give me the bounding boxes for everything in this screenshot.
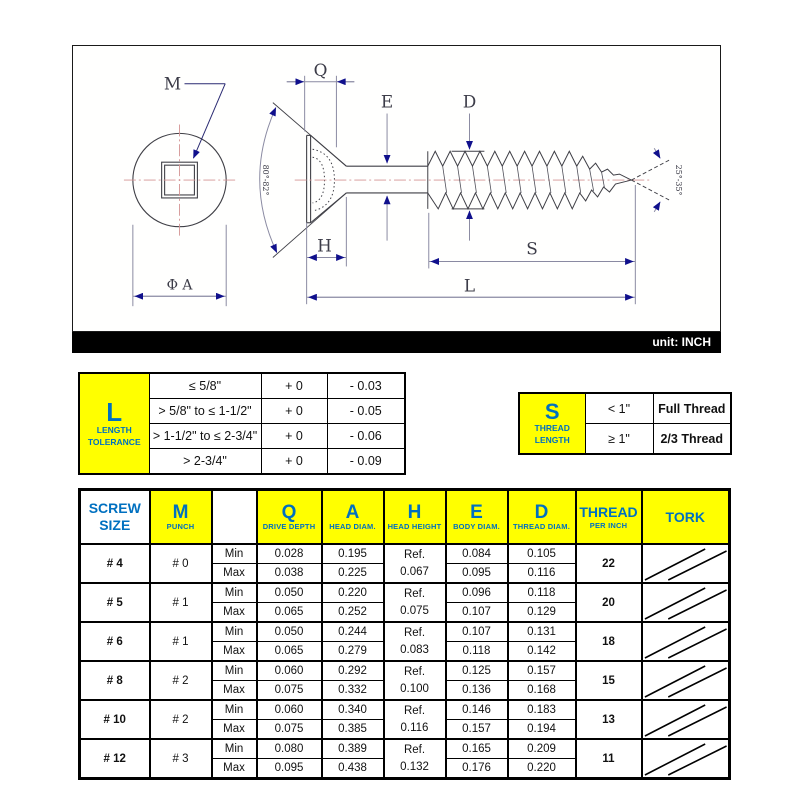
e-min-cell: 0.125 [446,661,508,681]
d-max-cell: 0.129 [508,603,576,623]
q-min-cell: 0.050 [257,583,322,603]
ref-label: Ref. [403,704,426,717]
ref-label: Ref. [403,626,426,639]
a-min-cell: 0.292 [322,661,384,681]
q-min-cell: 0.080 [257,739,322,759]
min-label-cell: Min [212,700,257,720]
min-label-cell: Min [212,583,257,603]
thread-per-inch-cell: 18 [576,622,642,661]
s-title-line2: LENGTH [534,434,570,445]
l-title-line2: TOLERANCE [87,436,141,447]
punch-cell: # 1 [150,583,212,622]
max-label-cell: Max [212,564,257,584]
screw-size-cell: # 10 [80,700,150,739]
l-plus: + 0 [261,424,327,449]
total-length-label: L [463,275,476,296]
s-symbol: S [544,399,560,425]
thread-per-inch-cell: 22 [576,544,642,583]
s-value: 2/3 Thread [653,424,731,455]
unit-bar [72,332,721,353]
head-height-cell [384,544,446,583]
thread-length-table [518,392,732,455]
screw-size-cell: # 8 [80,661,150,700]
head-height-cell [384,700,446,739]
tork-diagonal-lines [643,625,729,659]
h-value: 0.083 [400,643,429,656]
thread-length-row [519,393,731,424]
e-max-cell: 0.107 [446,603,508,623]
header-thread-diam: D THREAD DIAM. [508,490,576,545]
header-head-height: H HEAD HEIGHT [384,490,446,545]
q-min-cell: 0.060 [257,700,322,720]
q-min-cell: 0.050 [257,622,322,642]
screw-size-cell: # 5 [80,583,150,622]
l-range: > 1-1/2" to ≤ 2-3/4" [149,424,261,449]
length-tolerance-table [78,372,406,475]
d-min-cell: 0.131 [508,622,576,642]
e-max-cell: 0.136 [446,681,508,701]
min-label-cell: Min [212,661,257,681]
point-angle-label: 25°-35° [674,164,684,196]
head-diam-dimension [133,225,226,306]
tork-diagonal-lines [643,664,729,698]
l-symbol: L [106,397,123,428]
ref-label: Ref. [403,743,426,756]
a-max-cell: 0.252 [322,603,384,623]
length-tolerance-header [79,373,149,474]
a-min-cell: 0.244 [322,622,384,642]
length-tolerance-row [79,373,405,399]
d-max-cell: 0.168 [508,681,576,701]
d-max-cell: 0.220 [508,759,576,779]
l-minus: - 0.05 [327,399,405,424]
thread-diam-label: D [462,91,477,112]
e-min-cell: 0.146 [446,700,508,720]
min-label-cell: Min [212,622,257,642]
drive-depth-label: Q [313,59,328,80]
q-max-cell: 0.065 [257,642,322,662]
max-label-cell: Max [212,759,257,779]
spec-row-min [80,622,730,642]
tork-cell [642,739,730,779]
punch-cell: # 0 [150,544,212,583]
e-max-cell: 0.176 [446,759,508,779]
d-min-cell: 0.118 [508,583,576,603]
l-range: > 5/8" to ≤ 1-1/2" [149,399,261,424]
header-punch: M PUNCH [150,490,212,545]
header-body-diam: E BODY DIAM. [446,490,508,545]
header-screw-size: SCREW SIZE [80,490,150,545]
spec-row-min [80,739,730,759]
thread-per-inch-cell: 13 [576,700,642,739]
s-range: ≥ 1" [585,424,653,455]
l-plus: + 0 [261,373,327,399]
tork-cell [642,700,730,739]
header-empty [212,490,257,545]
q-max-cell: 0.065 [257,603,322,623]
h-value: 0.100 [400,682,429,695]
q-max-cell: 0.075 [257,720,322,740]
spec-row-min [80,583,730,603]
l-range: ≤ 5/8" [149,373,261,399]
min-label-cell: Min [212,739,257,759]
head-angle-dimension [260,108,277,253]
tork-cell [642,661,730,700]
e-min-cell: 0.165 [446,739,508,759]
a-min-cell: 0.195 [322,544,384,564]
l-minus: - 0.09 [327,449,405,475]
screw-spec-table [78,488,731,780]
tork-diagonal-lines [643,586,729,620]
a-max-cell: 0.385 [322,720,384,740]
a-min-cell: 0.340 [322,700,384,720]
thread-length-label: S [526,238,538,259]
e-max-cell: 0.095 [446,564,508,584]
tork-cell [642,544,730,583]
thread-length-header [519,393,585,454]
head-height-cell [384,583,446,622]
h-value: 0.067 [400,565,429,578]
h-value: 0.132 [400,760,429,773]
punch-cell: # 2 [150,700,212,739]
head-angle-label: 80°-82° [260,164,270,196]
spec-header-row [80,490,730,545]
d-min-cell: 0.183 [508,700,576,720]
punch-cell: # 3 [150,739,212,779]
punch-cell: # 2 [150,661,212,700]
technical-drawing [72,45,721,332]
q-min-cell: 0.028 [257,544,322,564]
head-height-cell [384,739,446,779]
header-drive-depth: Q DRIVE DEPTH [257,490,322,545]
l-minus: - 0.03 [327,373,405,399]
e-min-cell: 0.096 [446,583,508,603]
q-max-cell: 0.095 [257,759,322,779]
s-title-line1: THREAD [534,423,570,434]
q-max-cell: 0.038 [257,564,322,584]
a-min-cell: 0.389 [322,739,384,759]
head-height-cell [384,622,446,661]
d-min-cell: 0.105 [508,544,576,564]
q-min-cell: 0.060 [257,661,322,681]
head-diam-label: Φ A [166,277,193,294]
e-max-cell: 0.118 [446,642,508,662]
e-min-cell: 0.107 [446,622,508,642]
tork-cell [642,583,730,622]
l-minus: - 0.06 [327,424,405,449]
header-thread-per-inch: THREAD PER INCH [576,490,642,545]
tork-diagonal-lines [643,547,729,581]
max-label-cell: Max [212,681,257,701]
d-max-cell: 0.194 [508,720,576,740]
h-value: 0.116 [400,721,429,734]
s-value: Full Thread [653,393,731,424]
tork-cell [642,622,730,661]
screw-size-cell: # 4 [80,544,150,583]
l-title-line1: LENGTH [96,425,132,436]
e-max-cell: 0.157 [446,720,508,740]
h-value: 0.075 [400,604,429,617]
spec-row-min [80,544,730,564]
thread-per-inch-cell: 11 [576,739,642,779]
centerline-cross [124,124,235,235]
thread-per-inch-cell: 15 [576,661,642,700]
punch-label: M [163,73,182,94]
d-max-cell: 0.116 [508,564,576,584]
l-range: > 2-3/4" [149,449,261,475]
d-max-cell: 0.142 [508,642,576,662]
max-label-cell: Max [212,603,257,623]
thread-per-inch-cell: 20 [576,583,642,622]
a-max-cell: 0.332 [322,681,384,701]
e-min-cell: 0.084 [446,544,508,564]
screw-size-cell: # 12 [80,739,150,779]
d-min-cell: 0.209 [508,739,576,759]
header-tork: TORK [642,490,730,545]
punch-cell: # 1 [150,622,212,661]
punch-leader [164,74,225,159]
body-diam-label: E [380,91,394,112]
d-min-cell: 0.157 [508,661,576,681]
max-label-cell: Max [212,720,257,740]
tork-diagonal-lines [643,703,729,737]
spec-row-min [80,661,730,681]
a-max-cell: 0.225 [322,564,384,584]
a-min-cell: 0.220 [322,583,384,603]
s-range: < 1" [585,393,653,424]
head-height-label: H [317,235,332,256]
a-max-cell: 0.438 [322,759,384,779]
unit-note: unit: INCH [652,335,711,349]
l-plus: + 0 [261,399,327,424]
a-max-cell: 0.279 [322,642,384,662]
screw-drawing-svg [73,46,720,331]
head-front-view [124,124,235,235]
head-height-cell [384,661,446,700]
l-plus: + 0 [261,449,327,475]
max-label-cell: Max [212,642,257,662]
ref-label: Ref. [403,587,426,600]
min-label-cell: Min [212,544,257,564]
screw-size-cell: # 6 [80,622,150,661]
ref-label: Ref. [403,548,426,561]
spec-row-min [80,700,730,720]
ref-label: Ref. [403,665,426,678]
thread-helix-lines [443,166,605,193]
tork-diagonal-lines [643,742,729,776]
header-head-diam: A HEAD DIAM. [322,490,384,545]
drive-depth-dimension [287,76,355,147]
q-max-cell: 0.075 [257,681,322,701]
